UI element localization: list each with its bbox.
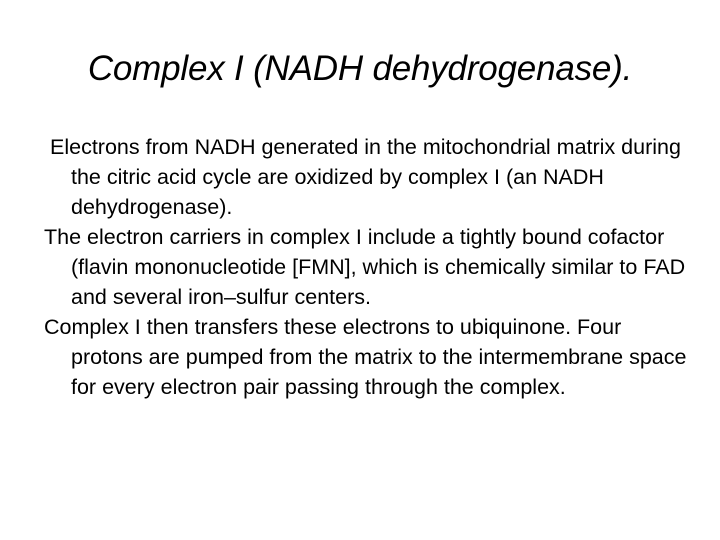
slide-body <box>44 132 694 402</box>
paragraph-electrons-from-nadh: Electrons from NADH generated in the mitochondrial matrix during the citric acid cycle are oxidized by complex I (an NADH dehydrogenase). <box>50 135 681 219</box>
paragraph-electron-carriers: The electron carriers in complex I include a tightly bound cofactor (flavin mononucleotide [FMN], which is chemically similar to FAD and several iron–sulfur centers. <box>44 225 686 309</box>
paragraph-ubiquinone-transfer: Complex I then transfers these electrons to ubiquinone. Four protons are pumped from the matrix to the intermembrane space for every electron pair passing through the complex. <box>44 315 687 399</box>
slide-title: Complex I (NADH dehydrogenase). <box>87 49 633 88</box>
